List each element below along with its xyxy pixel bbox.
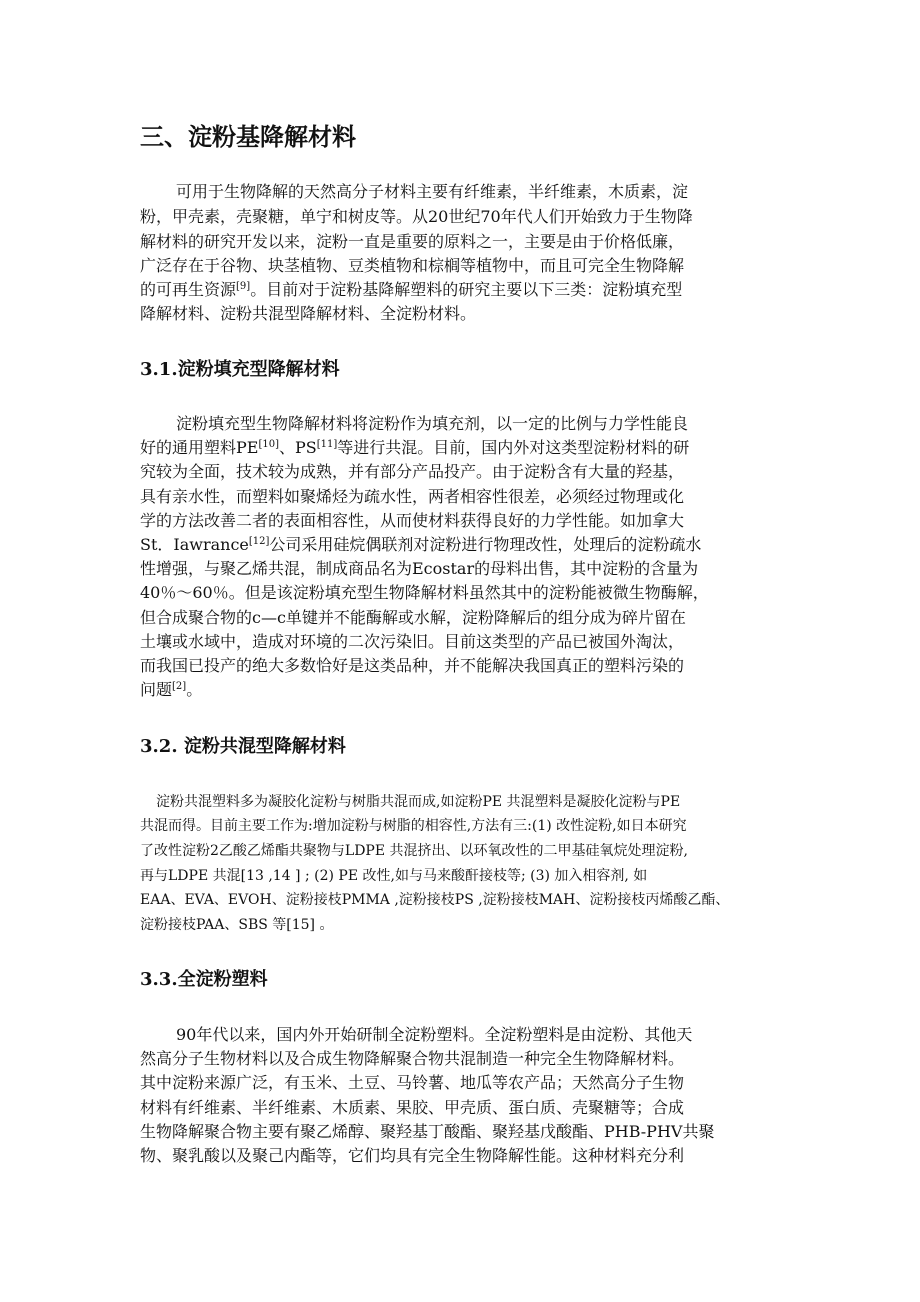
citation-ref: [11] <box>316 439 338 450</box>
paragraph-line: 共混而得。目前主要工作为:增加淀粉与树脂的相容性,方法有三:(1) 改性淀粉,如日本研究 <box>140 818 687 834</box>
text-segment: 等进行共混。目前，国内外对这类型淀粉材料的研 <box>337 438 690 457</box>
paragraph-line: 但合成聚合物的c—c单键并不能酶解或水解，淀粉降解后的组分成为碎片留在 <box>140 608 686 627</box>
paragraph-line: 降解材料、淀粉共混型降解材料、全淀粉材料。 <box>140 304 477 323</box>
text-segment: 公司采用硅烷偶联剂对淀粉进行物理改性，处理后的淀粉疏水 <box>269 535 702 554</box>
text-segment: 的可再生资源 <box>140 280 237 299</box>
text-segment: 。目前对于淀粉基降解塑料的研究主要以下三类：淀粉填充型 <box>250 280 683 299</box>
subsection-title: 3.3.全淀粉塑料 <box>140 969 268 990</box>
paragraph-line <box>140 534 701 556</box>
text-segment: 好的通用塑料PE <box>140 438 259 457</box>
paragraph-line: 而我国已投产的绝大多数恰好是这类品种，并不能解决我国真正的塑料污染的 <box>140 656 685 675</box>
paragraph-line: 90年代以来，国内外开始研制全淀粉塑料。全淀粉塑料是由淀粉、其他天 <box>176 1025 693 1044</box>
paragraph-line: 性增强，与聚乙烯共混，制成商品名为Ecostar的母料出售，其中淀粉的含量为 <box>140 559 699 578</box>
paragraph-line: 40％～60％。但是该淀粉填充型生物降解材料虽然其中的淀粉能被微生物酶解， <box>140 583 709 602</box>
paragraph-line: 可用于生物降解的天然高分子材料主要有纤维素，半纤维素，木质素，淀 <box>176 182 689 201</box>
paragraph-line: 广泛存在于谷物、块茎植物、豆类植物和棕榈等植物中，而且可完全生物降解 <box>140 256 685 275</box>
paragraph-line: 学的方法改善二者的表面相容性，从而使材料获得良好的力学性能。如加拿大 <box>140 511 685 530</box>
paragraph-line: 究较为全面，技术较为成熟，并有部分产品投产。由于淀粉含有大量的羟基， <box>140 462 685 481</box>
paragraph-line: 粉，甲壳素，壳聚糖，单宁和树皮等。从20世纪70年代人们开始致力于生物降 <box>140 207 693 226</box>
citation-ref: [9] <box>236 281 251 292</box>
paragraph-line <box>140 279 682 301</box>
paragraph-line <box>140 679 202 701</box>
paragraph-line: 材料有纤维素、半纤维素、木质素、果胶、甲壳质、蛋白质、壳聚糖等；合成 <box>140 1098 685 1117</box>
citation-ref: [12] <box>248 536 270 547</box>
paragraph-line <box>140 437 689 459</box>
paragraph-line: 淀粉填充型生物降解材料将淀粉作为填充剂，以一定的比例与力学性能良 <box>176 414 689 433</box>
paragraph-line: 然高分子生物材料以及合成生物降解聚合物共混制造一种完全生物降解材料。 <box>140 1049 685 1068</box>
paragraph-line: 物、聚乳酸以及聚己内酯等，它们均具有完全生物降解性能。这种材料充分利 <box>140 1146 685 1165</box>
citation-ref: [2] <box>172 681 187 692</box>
paragraph-line: 淀粉共混塑料多为凝胶化淀粉与树脂共混而成,如淀粉PE 共混塑料是凝胶化淀粉与PE <box>156 794 681 810</box>
text-segment: 。 <box>186 680 203 699</box>
paragraph-line: 其中淀粉来源广泛，有玉米、土豆、马铃薯、地瓜等农产品；天然高分子生物 <box>140 1073 685 1092</box>
citation-ref: [10] <box>258 439 279 450</box>
text-segment: 、PS <box>278 438 317 457</box>
paragraph-line: 具有亲水性，而塑料如聚烯烃为疏水性，两者相容性很差，必须经过物理或化 <box>140 487 685 506</box>
paragraph-line: EAA、EVA、EVOH、淀粉接枝PMMA ,淀粉接枝PS ,淀粉接枝MAH、淀粉接枝丙烯酸乙酯、 <box>140 892 730 908</box>
section-title: 三、淀粉基降解材料 <box>140 122 356 151</box>
text-segment: 问题 <box>140 680 173 699</box>
subsection-title: 3.1.淀粉填充型降解材料 <box>140 359 340 380</box>
paragraph-line: 了改性淀粉2乙酸乙烯酯共聚物与LDPE 共混挤出、以环氧改性的二甲基硅氧烷处理淀粉, <box>140 843 688 859</box>
text-segment: St．Iawrance <box>140 535 249 554</box>
subsection-title: 3.2. 淀粉共混型降解材料 <box>140 736 346 757</box>
paragraph-line: 生物降解聚合物主要有聚乙烯醇、聚羟基丁酸酯、聚羟基戊酸酯、PHB-PHV共聚 <box>140 1122 715 1141</box>
paragraph-line: 解材料的研究开发以来，淀粉一直是重要的原料之一，主要是由于价格低廉， <box>140 232 685 251</box>
paragraph-line: 再与LDPE 共混[13 ,14 ] ; (2) PE 改性,如与马来酸酐接枝等; (3) 加入相容剂, 如 <box>140 868 648 884</box>
paragraph-line: 淀粉接枝PAA、SBS 等[15] 。 <box>140 917 334 933</box>
paragraph-line: 土壤或水域中，造成对环境的二次污染旧。目前这类型的产品已被国外淘汰， <box>140 632 685 651</box>
